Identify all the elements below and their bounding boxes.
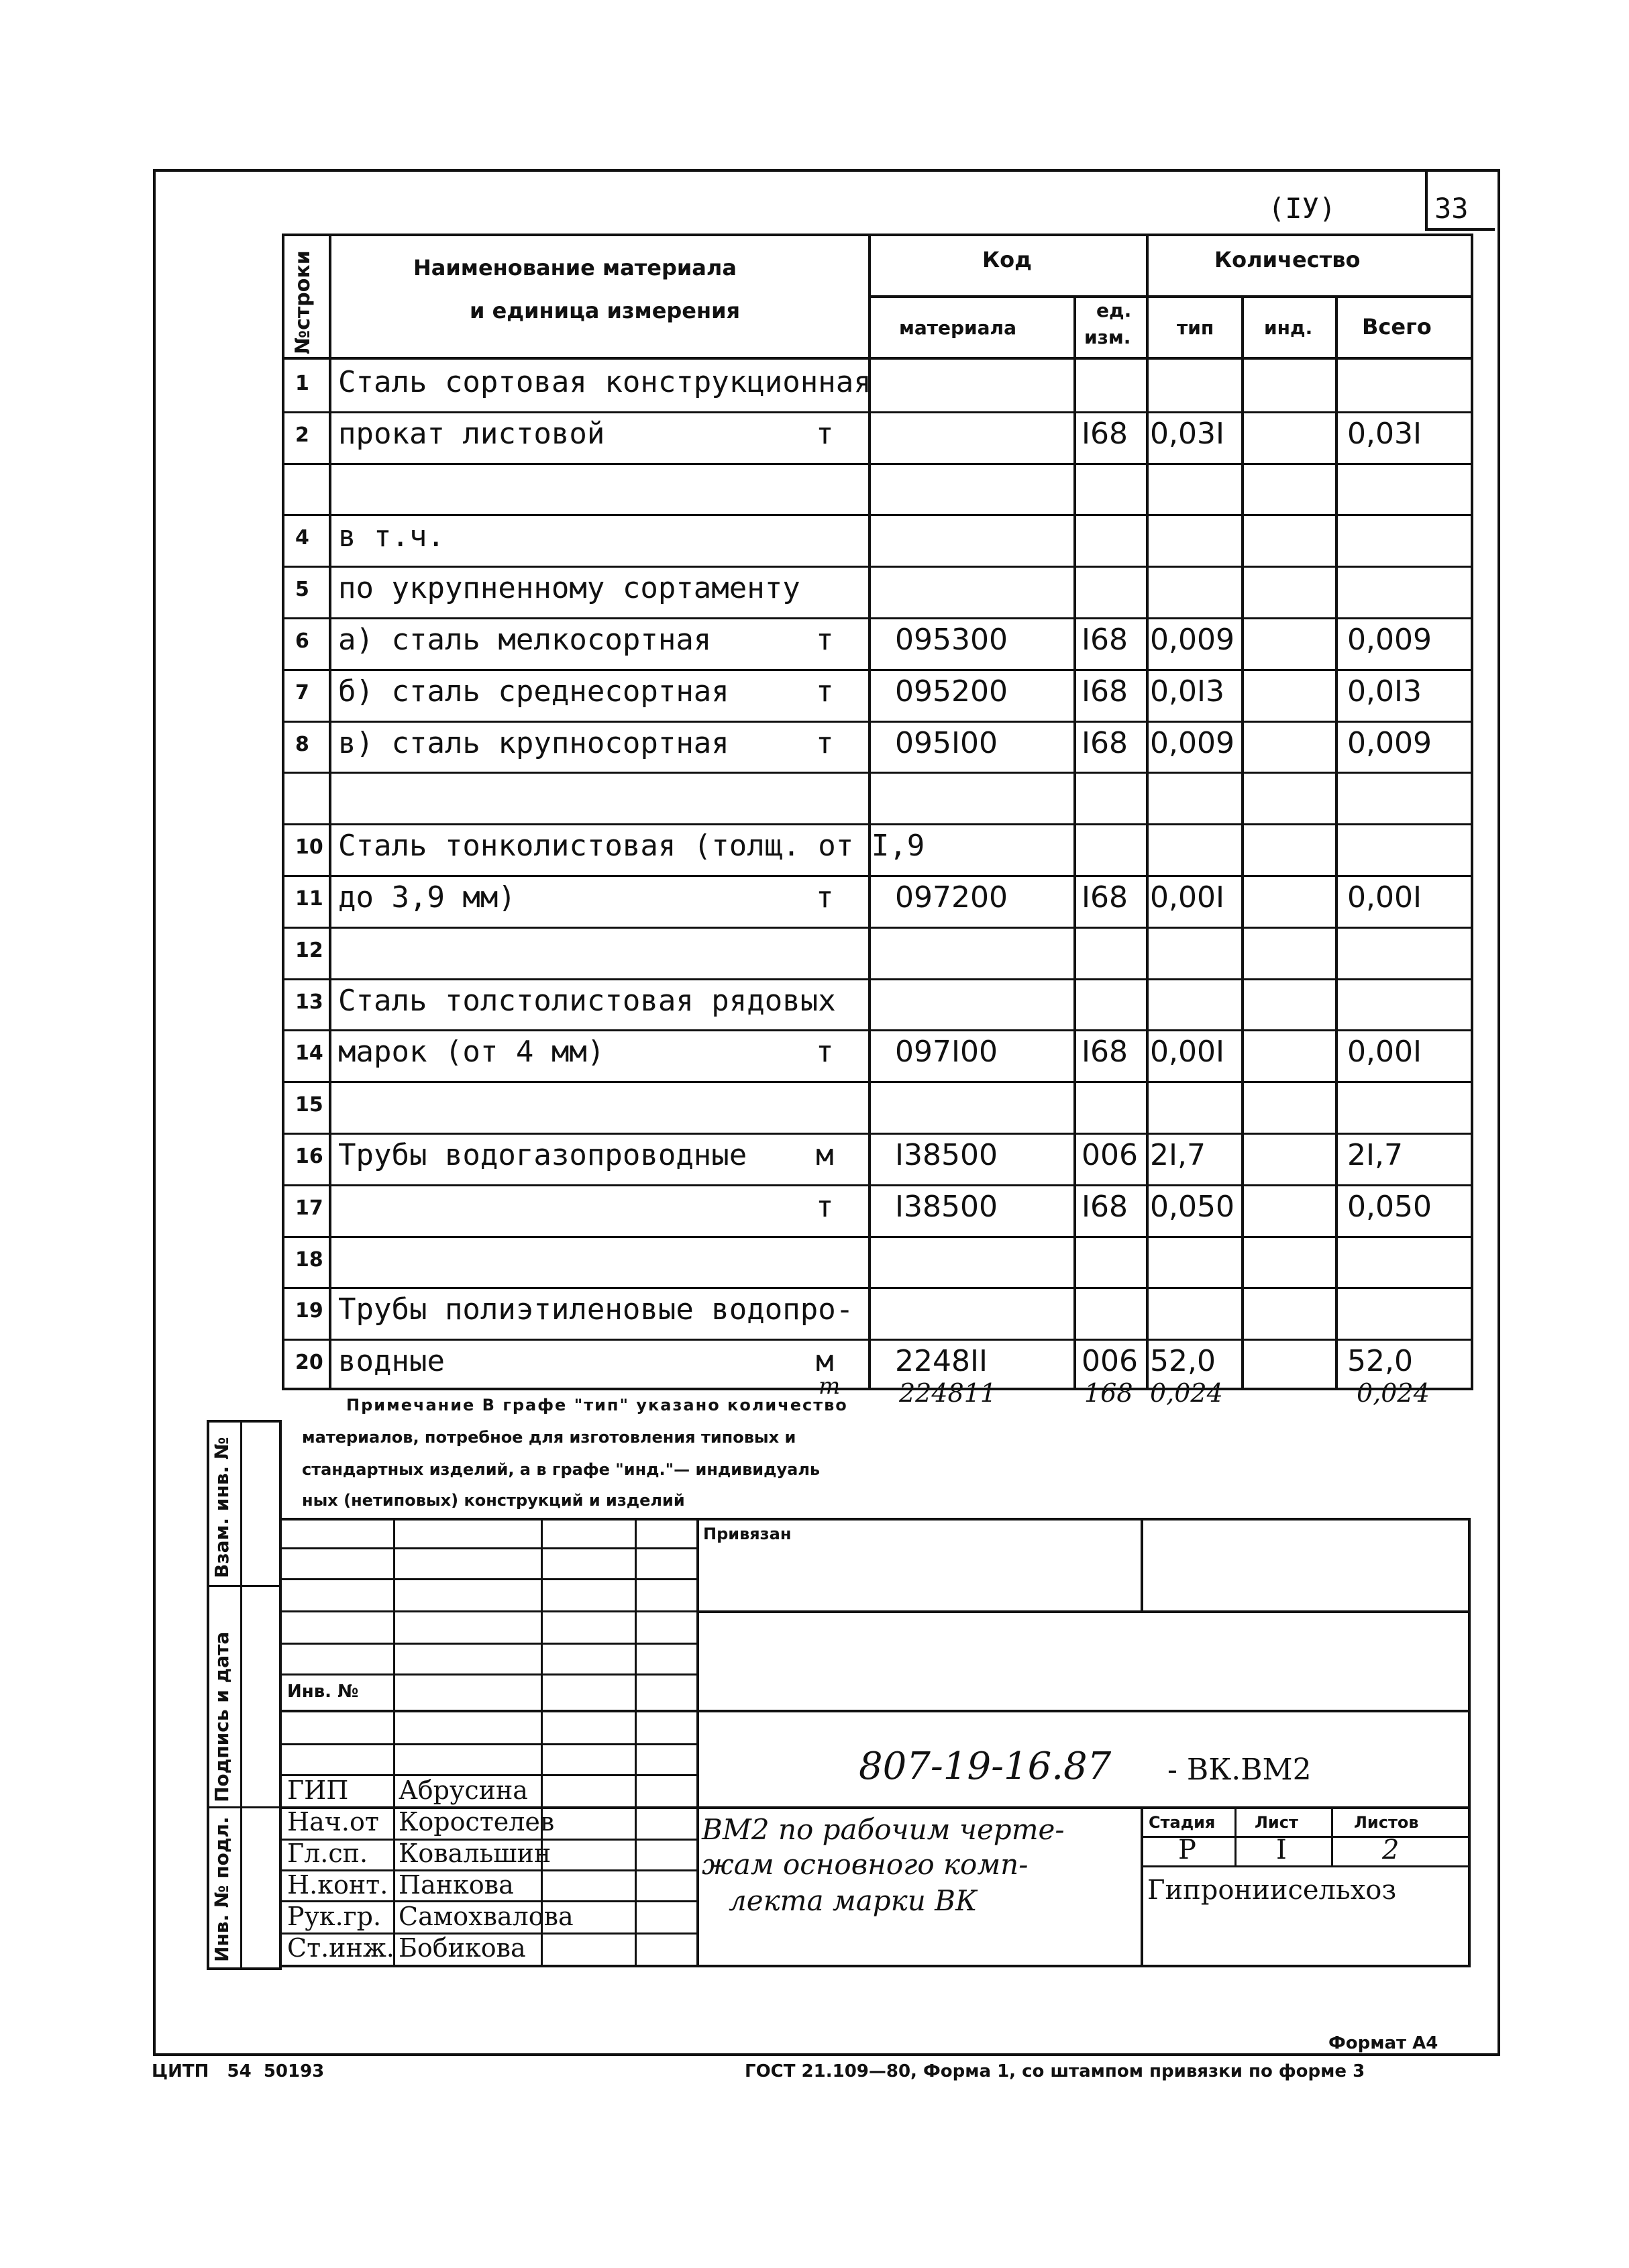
row-name: в) сталь крупносортная (338, 725, 729, 760)
table-row (282, 1236, 1471, 1288)
row-number: 13 (295, 990, 323, 1014)
stamp-stadia-h2 (1141, 1865, 1471, 1867)
doc-code-handwritten: 807-19-16.87 (859, 1745, 1112, 1788)
row-unit-code: 006 (1082, 1344, 1138, 1379)
col-header-qty: Количество (1214, 247, 1361, 272)
col-header-qty-ind: инд. (1264, 317, 1313, 339)
side-strip-line-1 (207, 1585, 282, 1587)
row-qty-total: 0,009 (1347, 725, 1432, 760)
signer-name: Ковальшин (399, 1839, 551, 1868)
row-name: Сталь тонколистовая (толщ. от I,9 (338, 829, 925, 864)
row-divider (282, 1081, 1471, 1083)
sheet-mark: (IУ) (1268, 192, 1336, 225)
stamp-h2 (282, 1578, 696, 1580)
row-divider (282, 463, 1471, 465)
doc-title-line-3: лекта марки ВК (729, 1884, 978, 1917)
org-name: Гипрониисельхоз (1147, 1875, 1397, 1906)
signer-role: Нач.от (287, 1807, 379, 1837)
col-header-name-1: Наименование материала (413, 255, 737, 280)
row-qty-type: 0,009 (1150, 725, 1234, 760)
list-label: Лист (1255, 1813, 1298, 1832)
row-unit-code: I68 (1082, 674, 1128, 709)
signer-role: Ст.инж. (287, 1933, 395, 1963)
row-unit: т (816, 1035, 834, 1070)
row-unit: м (816, 1344, 834, 1379)
stamp-h6 (282, 1710, 1471, 1712)
signer-name: Коростелев (399, 1807, 555, 1837)
row-unit-code: I68 (1082, 623, 1128, 657)
row-qty-type: 0,0I3 (1150, 674, 1224, 709)
row-name: до 3,9 мм) (338, 880, 516, 915)
row-material-code: I38500 (895, 1189, 998, 1224)
signer-name: Бобикова (399, 1933, 526, 1963)
page-number: 33 (1434, 192, 1469, 225)
list-value: I (1276, 1835, 1287, 1865)
row-divider (282, 514, 1471, 516)
row-divider (282, 617, 1471, 619)
row-unit: т (816, 674, 834, 709)
stamp-stadia-v2 (1331, 1806, 1333, 1865)
row-divider (282, 1287, 1471, 1289)
row-qty-type: 2I,7 (1150, 1138, 1206, 1172)
signer-role: ГИП (287, 1775, 349, 1805)
table-row (282, 772, 1471, 823)
side-label-inv: Инв. № подл. (211, 1816, 233, 1962)
row-unit: т (816, 623, 834, 657)
stamp-v6 (1141, 1806, 1143, 1967)
row-qty-total: 0,03I (1347, 416, 1422, 451)
row-name: Трубы полиэтиленовые водопро- (338, 1292, 854, 1327)
stamp-bottom (282, 1965, 1471, 1967)
table-row (282, 1081, 1471, 1133)
stamp-h4 (282, 1643, 696, 1645)
row-divider (282, 1029, 1471, 1031)
side-strip-line-2 (207, 1806, 282, 1808)
row-name: по укрупненному сортаменту (338, 571, 800, 606)
row-qty-type: 0,009 (1150, 623, 1234, 657)
row-divider (282, 927, 1471, 929)
row-number: 12 (295, 938, 323, 962)
row-qty-total: 52,0 (1347, 1344, 1413, 1379)
row-number: 2 (295, 423, 309, 447)
stamp-h3b (696, 1610, 1471, 1613)
row-name: б) сталь среднесортная (338, 674, 729, 709)
row-number: 5 (295, 578, 309, 602)
row-number: 11 (295, 887, 323, 911)
stamp-h7 (282, 1743, 696, 1745)
row-divider (282, 1236, 1471, 1238)
side-label-vzam: Взам. инв. № (211, 1437, 233, 1578)
row-unit-code: I68 (1082, 1035, 1128, 1070)
signer-name: Панкова (399, 1870, 514, 1900)
row-material-code: 095200 (895, 674, 1008, 709)
row-qty-type: 0,050 (1150, 1189, 1234, 1224)
row-unit: т (816, 416, 834, 451)
row-divider (282, 411, 1471, 413)
row-number: 6 (295, 629, 309, 653)
signer-name: Самохвалова (399, 1902, 574, 1931)
note-line-1: Примечание В графе "тип" указано количество (346, 1396, 848, 1414)
row-unit-code: I68 (1082, 1189, 1128, 1224)
row-number: 20 (295, 1351, 323, 1375)
row-name: Сталь толстолистовая рядовых (338, 983, 836, 1018)
col-header-name-2: и единица измерения (470, 298, 741, 323)
col-header-code-unit-1: ед. (1096, 299, 1132, 321)
row-number: 10 (295, 835, 323, 860)
row-number: 1 (295, 372, 309, 395)
row-number: 19 (295, 1299, 323, 1323)
row-material-code: 097I00 (895, 1035, 998, 1070)
row-material-code: 2248II (895, 1344, 988, 1379)
stamp-h3 (282, 1610, 696, 1612)
row-material-code: 095300 (895, 623, 1008, 657)
row-name: в т.ч. (338, 519, 445, 554)
row-divider (282, 566, 1471, 568)
table-row (282, 927, 1471, 978)
row-name: водные (338, 1344, 445, 1379)
row-divider (282, 823, 1471, 825)
row-material-code: I38500 (895, 1138, 998, 1172)
row-number: 15 (295, 1093, 323, 1117)
row-qty-type: 0,00I (1150, 880, 1224, 915)
row-divider (282, 978, 1471, 980)
note-line-3: стандартных изделий, а в графе "инд."— индивидуаль (302, 1460, 821, 1479)
listov-value: 2 (1382, 1835, 1400, 1865)
row-number: 14 (295, 1041, 323, 1066)
listov-label: Листов (1354, 1813, 1419, 1832)
signer-role: Н.конт. (287, 1870, 388, 1900)
stamp-v5 (1141, 1518, 1143, 1612)
row-divider (282, 1184, 1471, 1186)
col-header-code: Код (982, 247, 1032, 272)
row-qty-total: 0,00I (1347, 1035, 1422, 1070)
footer-right: ГОСТ 21.109—80, Форма 1, со штампом привязки по форме 3 (745, 2061, 1365, 2081)
row-unit-code: I68 (1082, 880, 1128, 915)
row-unit-code: 006 (1082, 1138, 1138, 1172)
col-header-code-material: материала (899, 317, 1016, 339)
row-unit: т (816, 725, 834, 760)
row-unit: т (816, 880, 834, 915)
col-header-code-unit-2: изм. (1084, 326, 1131, 348)
stamp-h5 (282, 1673, 696, 1676)
row-qty-type: 52,0 (1150, 1344, 1216, 1379)
row-material-code: 097200 (895, 880, 1008, 915)
handwritten-unit: т (819, 1373, 841, 1400)
row-material-code: 095I00 (895, 725, 998, 760)
row-divider (282, 875, 1471, 877)
stamp-h1 (282, 1547, 696, 1549)
row-unit-code: I68 (1082, 725, 1128, 760)
row-number: 18 (295, 1247, 323, 1272)
table-row (282, 1184, 1471, 1236)
row-number: 4 (295, 526, 309, 550)
signer-name: Абрусина (399, 1775, 528, 1805)
row-divider (282, 669, 1471, 671)
col-header-rownum: №строки (291, 250, 315, 354)
table-row (282, 1339, 1471, 1390)
row-divider (282, 1339, 1471, 1341)
row-unit: м (816, 1138, 834, 1172)
row-qty-total: 0,050 (1347, 1189, 1432, 1224)
note-line-2: материалов, потребное для изготовления типовых и (302, 1428, 796, 1447)
row-number: 8 (295, 732, 309, 756)
stamp-stadia-v1 (1234, 1806, 1237, 1865)
row-qty-total: 0,0I3 (1347, 674, 1422, 709)
row-qty-type: 0,00I (1150, 1035, 1224, 1070)
side-strip-divider (240, 1420, 242, 1967)
row-divider (282, 1133, 1471, 1135)
row-qty-total: 0,00I (1347, 880, 1422, 915)
row-name: Трубы водогазопроводные (338, 1138, 747, 1172)
footer-left: ЦИТП 54 50193 (152, 2061, 325, 2081)
row-number: 7 (295, 680, 309, 705)
stadia-value: Р (1178, 1835, 1196, 1865)
row-divider (282, 772, 1471, 774)
stamp-v4 (696, 1518, 699, 1967)
row-qty-total: 2I,7 (1347, 1138, 1403, 1172)
format-label: Формат А4 (1328, 2033, 1438, 2053)
row-unit-code: I68 (1082, 416, 1128, 451)
doc-title-line-2: жам основного комп- (702, 1848, 1029, 1881)
side-label-podpis: Подпись и дата (211, 1631, 233, 1802)
handwritten-total: 0,024 (1357, 1378, 1430, 1408)
row-name: а) сталь мелкосортная (338, 623, 712, 657)
row-name: прокат листовой (338, 416, 605, 451)
stadia-label: Стадия (1149, 1813, 1216, 1832)
signer-role: Рук.гр. (287, 1902, 382, 1931)
row-unit: т (816, 1189, 834, 1224)
row-qty-type: 0,03I (1150, 416, 1224, 451)
privyazan-label: Привязан (703, 1525, 792, 1543)
header-mid-line (868, 295, 1471, 298)
col-header-qty-type: тип (1177, 317, 1214, 339)
inv-no-label: Инв. № (287, 1682, 359, 1702)
col-header-qty-total: Всего (1362, 314, 1432, 340)
doc-code-suffix: - ВК.ВМ2 (1167, 1753, 1312, 1787)
signer-role: Гл.сп. (287, 1839, 368, 1868)
doc-title-line-1: ВМ2 по рабочим черте- (702, 1813, 1065, 1846)
handwritten-code: 224811 (899, 1378, 997, 1408)
handwritten-tip: 0,024 (1150, 1378, 1223, 1408)
row-divider (282, 721, 1471, 723)
row-number: 17 (295, 1196, 323, 1220)
table-row (282, 463, 1471, 515)
handwritten-unit-code: 168 (1084, 1378, 1133, 1408)
row-number: 16 (295, 1145, 323, 1168)
row-name: марок (от 4 мм) (338, 1035, 605, 1070)
note-line-4: ных (нетиповых) конструкций и изделий (302, 1491, 685, 1510)
table-row (282, 514, 1471, 566)
row-qty-total: 0,009 (1347, 623, 1432, 657)
row-name: Сталь сортовая конструкционная (338, 365, 872, 399)
